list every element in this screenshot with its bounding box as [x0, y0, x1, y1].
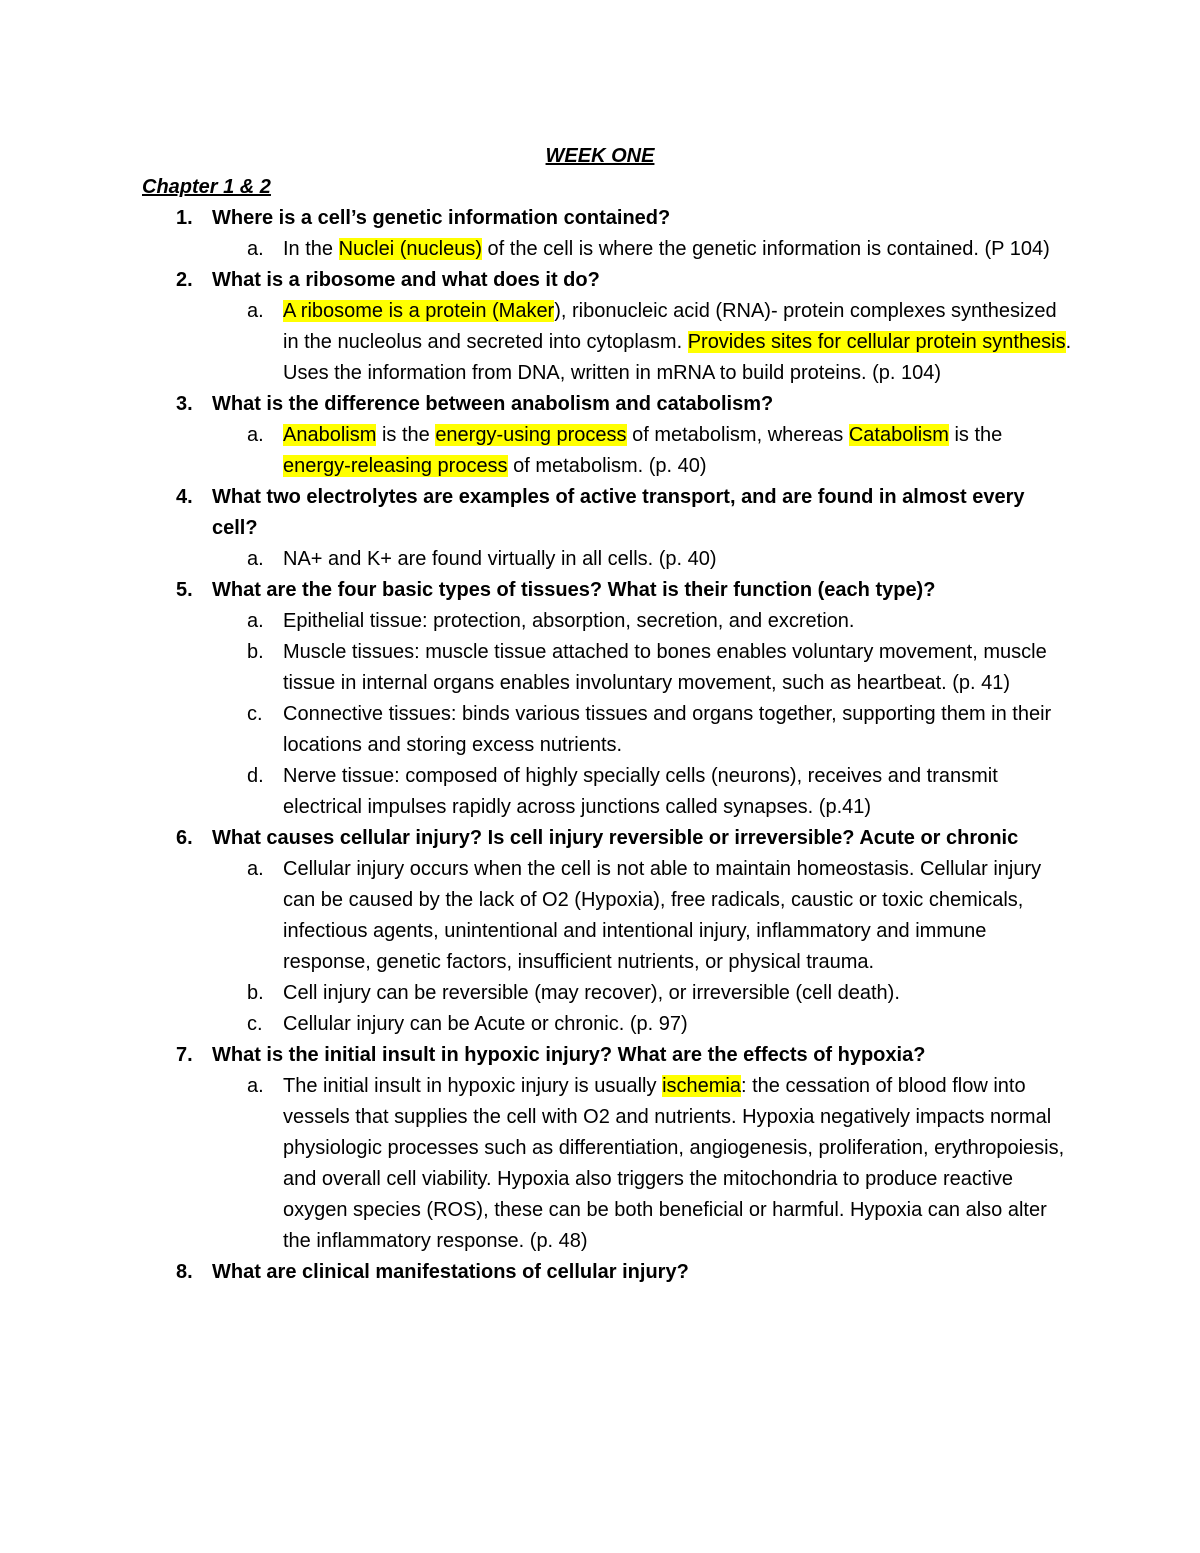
answer-text: : the cessation of blood flow into vessels that supplies the cell with O2 and nutrients. Hypoxia negatively impacts normal physiologic processes such as differentiation, angiogenesis, proliferation, erythropoiesis, and overall cell viability. Hypoxia also triggers the mitochondria to produce reactive oxygen species (ROS), these can be both beneficial or harmful. Hypoxia can also alter the inflammatory response. (p. 48)	[283, 1075, 1065, 1252]
answer-letter: a.	[247, 548, 264, 570]
highlighted-text: Anabolism	[283, 424, 377, 446]
answer-text: NA+ and K+ are found virtually in all cells. (p. 40)	[283, 548, 717, 570]
question-number: 4.	[176, 486, 193, 508]
answer-letter: a.	[247, 610, 264, 632]
question-text: What is a ribosome and what does it do?	[212, 269, 600, 291]
answer-item	[0, 978, 1073, 1009]
highlighted-text: Nuclei (nucleus)	[338, 238, 482, 260]
question-text: What causes cellular injury? Is cell injury reversible or irreversible? Acute or chronic	[212, 827, 1019, 849]
answer-text: In the	[283, 238, 339, 260]
answer-letter: c.	[247, 1013, 263, 1035]
question-item	[0, 1257, 1062, 1288]
answer-text: The initial insult in hypoxic injury is usually	[283, 1075, 663, 1097]
question-item	[0, 203, 1062, 234]
question-item	[0, 482, 1062, 544]
answer-text: Cellular injury occurs when the cell is not able to maintain homeostasis. Cellular injury can be caused by the lack of O2 (Hypoxia), free radicals, caustic or toxic chemicals, infectious agents, unintentional and intentional injury, inflammatory and immune response, genetic factors, insufficient nutrients, or physical trauma.	[283, 858, 1042, 973]
highlighted-text: energy-using process	[435, 424, 627, 446]
question-number: 8.	[176, 1261, 193, 1283]
question-item	[0, 575, 1062, 606]
answer-item	[0, 1071, 1073, 1257]
answer-text: Cell injury can be reversible (may recover), or irreversible (cell death).	[283, 982, 900, 1004]
answer-letter: a.	[247, 1075, 264, 1097]
question-text: Where is a cell’s genetic information contained?	[212, 207, 671, 229]
question-number: 1.	[176, 207, 193, 229]
answer-text: Cellular injury can be Acute or chronic. (p. 97)	[283, 1013, 688, 1035]
answer-text: Muscle tissues: muscle tissue attached to bones enables voluntary movement, muscle tissue in internal organs enables involuntary movement, such as heartbeat. (p. 41)	[283, 641, 1047, 694]
question-number: 7.	[176, 1044, 193, 1066]
question-text: What is the initial insult in hypoxic injury? What are the effects of hypoxia?	[212, 1044, 926, 1066]
question-item	[0, 823, 1062, 854]
question-number: 3.	[176, 393, 193, 415]
answer-item	[0, 1009, 1073, 1040]
question-number: 6.	[176, 827, 193, 849]
question-item	[0, 265, 1062, 296]
answer-letter: a.	[247, 300, 264, 322]
answer-item	[0, 606, 1073, 637]
answer-text: Connective tissues: binds various tissues and organs together, supporting them in their locations and storing excess nutrients.	[283, 703, 1052, 756]
question-number: 2.	[176, 269, 193, 291]
answer-letter: a.	[247, 238, 264, 260]
answer-letter: c.	[247, 703, 263, 725]
highlighted-text: ischemia	[662, 1075, 741, 1097]
answer-letter: d.	[247, 765, 264, 787]
answer-text: . Uses the information from DNA, written in mRNA to build proteins. (p. 104)	[283, 331, 1072, 384]
answer-letter: a.	[247, 858, 264, 880]
answer-letter: b.	[247, 982, 264, 1004]
question-item	[0, 1040, 1062, 1071]
answer-text: ), ribonucleic acid (RNA)- protein complexes synthesized in the nucleolus and secreted into cytoplasm.	[283, 300, 1057, 353]
answer-item	[0, 234, 1073, 265]
chapter-heading: Chapter 1 & 2	[142, 176, 271, 198]
answer-text: Epithelial tissue: protection, absorption, secretion, and excretion.	[283, 610, 855, 632]
highlighted-text: Catabolism	[848, 424, 949, 446]
answer-text: of metabolism, whereas	[626, 424, 849, 446]
question-text: What two electrolytes are examples of active transport, and are found in almost every cell?	[212, 486, 1025, 539]
highlighted-text: Provides sites for cellular protein synthesis	[687, 331, 1066, 353]
answer-text: of the cell is where the genetic information is contained. (P 104)	[482, 238, 1050, 260]
answer-letter: b.	[247, 641, 264, 663]
question-text: What are the four basic types of tissues? What is their function (each type)?	[212, 579, 936, 601]
answer-letter: a.	[247, 424, 264, 446]
answer-item	[0, 420, 1073, 482]
answer-item	[0, 296, 1073, 389]
question-item	[0, 389, 1062, 420]
question-text: What is the difference between anabolism and catabolism?	[212, 393, 774, 415]
answer-item	[0, 637, 1073, 699]
question-list	[0, 203, 1200, 1288]
highlighted-text: A ribosome is a protein (Maker	[283, 300, 555, 322]
answer-text: Nerve tissue: composed of highly specially cells (neurons), receives and transmit electrical impulses rapidly across junctions called synapses. (p.41)	[283, 765, 998, 818]
answer-text: is the	[376, 424, 436, 446]
answer-item	[0, 761, 1073, 823]
question-number: 5.	[176, 579, 193, 601]
page-title: WEEK ONE	[545, 145, 655, 167]
answer-item	[0, 854, 1073, 978]
answer-text: is the	[948, 424, 1003, 446]
question-text: What are clinical manifestations of cellular injury?	[212, 1261, 689, 1283]
highlighted-text: energy-releasing process	[283, 455, 508, 477]
answer-item	[0, 544, 1073, 575]
answer-item	[0, 699, 1073, 761]
answer-text: of metabolism. (p. 40)	[507, 455, 707, 477]
